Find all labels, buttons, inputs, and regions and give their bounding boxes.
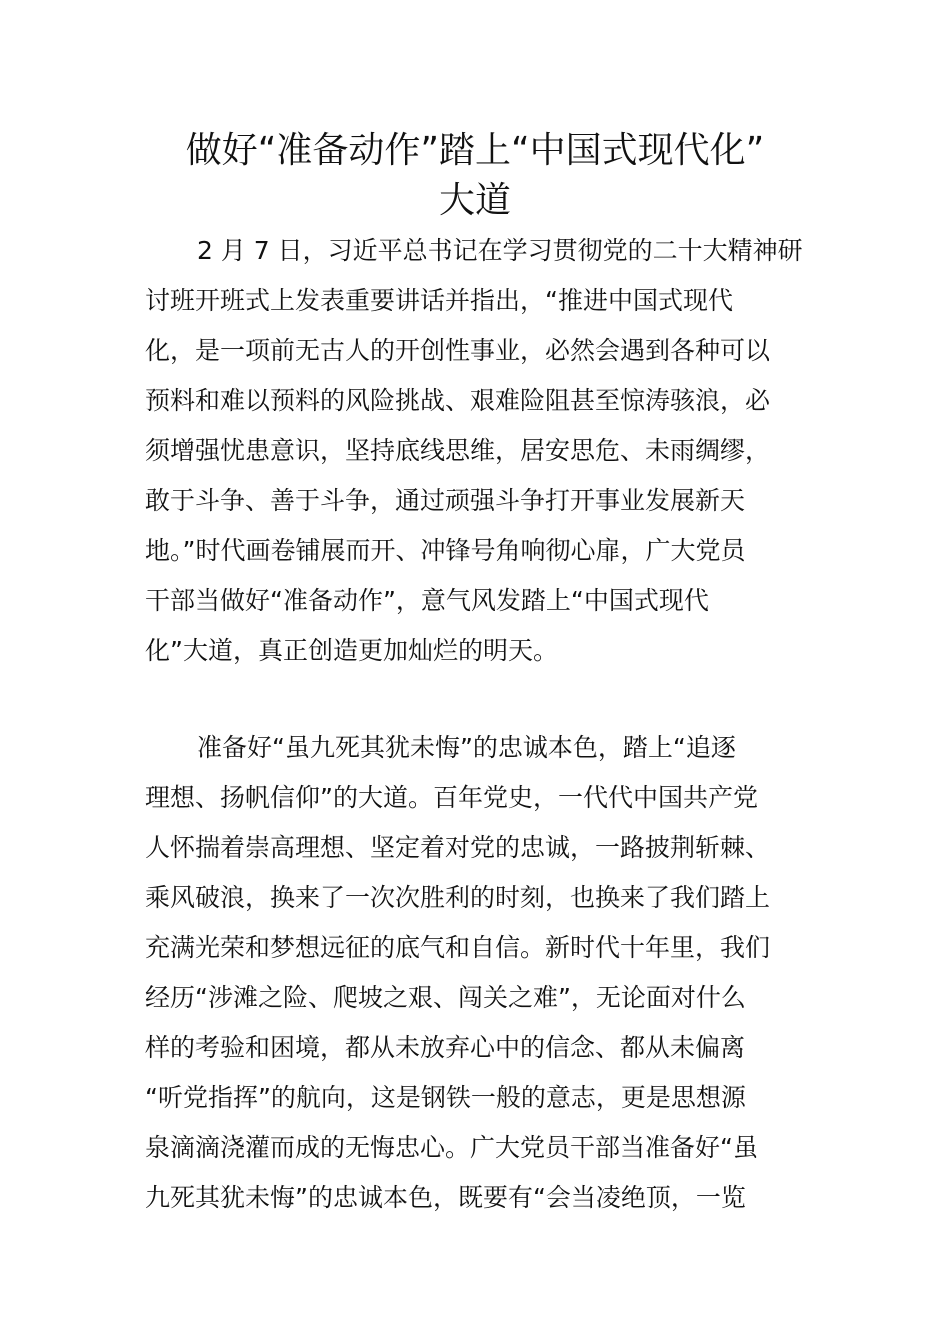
paragraph-line: 样的考验和困境，都从未放弃心中的信念、都从未偏离 — [145, 1033, 746, 1062]
paragraph-1 — [145, 226, 807, 676]
paragraph-line: 充满光荣和梦想远征的底气和自信。新时代十年里，我们 — [145, 933, 771, 962]
paragraph-line: 人怀揣着崇高理想、坚定着对党的忠诚，一路披荆斩棘、 — [145, 833, 771, 862]
paragraph-line: 理想、扬帆信仰”的大道。百年党史，一代代中国共产党 — [145, 783, 758, 812]
paragraph-line: 讨班开班式上发表重要讲话并指出，“推进中国式现代 — [145, 286, 733, 315]
paragraph-line: “听党指挥”的航向，这是钢铁一般的意志，更是思想源 — [145, 1083, 746, 1112]
document-title — [145, 126, 805, 226]
paragraph-line: 泉滴滴浇灌而成的无悔忠心。广大党员干部当准备好“虽 — [145, 1133, 758, 1162]
paragraph-line: 经历“涉滩之险、爬坡之艰、闯关之难”，无论面对什么 — [145, 983, 746, 1012]
paragraph-line: 预料和难以预料的风险挑战、艰难险阻甚至惊涛骇浪，必 — [145, 386, 771, 415]
paragraph-line: 化”大道，真正创造更加灿烂的明天。 — [145, 636, 558, 665]
paragraph-line: 地。”时代画卷铺展而开、冲锋号角响彻心扉，广大党员 — [145, 536, 746, 565]
paragraph-line: 准备好“虽九死其犹未悔”的忠诚本色，踏上“追逐 — [197, 733, 736, 762]
paragraph-line: 2 月 7 日，习近平总书记在学习贯彻党的二十大精神研 — [197, 236, 803, 265]
paragraph-line: 敢于斗争、善于斗争，通过顽强斗争打开事业发展新天 — [145, 486, 746, 515]
paragraph-2 — [145, 723, 807, 1223]
paragraph-line: 化，是一项前无古人的开创性事业，必然会遇到各种可以 — [145, 336, 771, 365]
paragraph-line: 九死其犹未悔”的忠诚本色，既要有“会当凌绝顶，一览 — [145, 1183, 746, 1212]
paragraph-line: 乘风破浪，换来了一次次胜利的时刻，也换来了我们踏上 — [145, 883, 771, 912]
paragraph-line: 须增强忧患意识，坚持底线思维，居安思危、未雨绸缪， — [145, 436, 771, 465]
title-line: 大道 — [438, 180, 511, 221]
paragraph-line: 干部当做好“准备动作”，意气风发踏上“中国式现代 — [145, 586, 709, 615]
title-line: 做好“准备动作”踏上“中国式现代化” — [185, 130, 765, 171]
